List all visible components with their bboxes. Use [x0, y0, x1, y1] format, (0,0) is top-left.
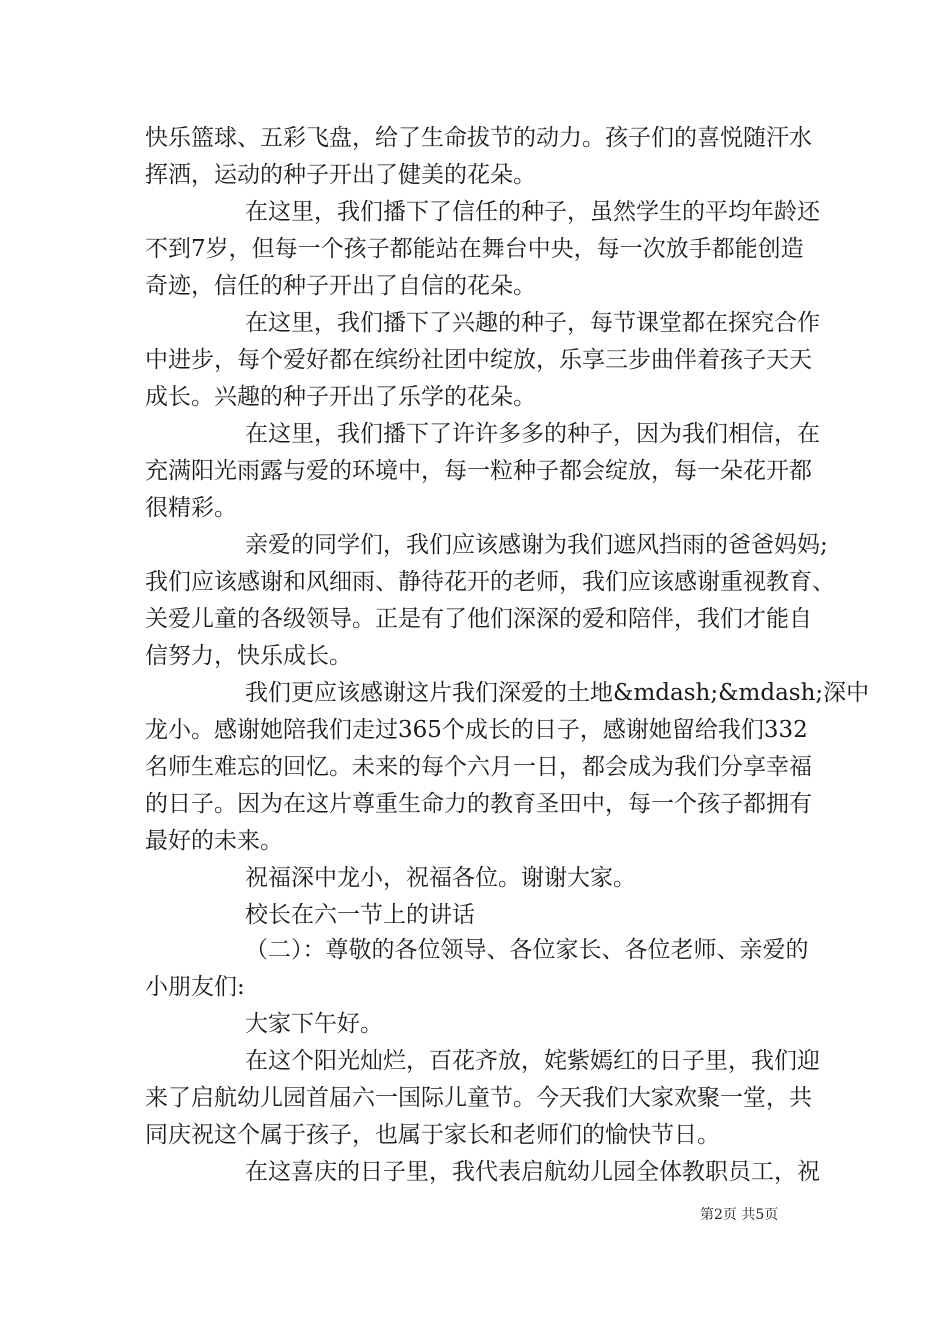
text-line: 大家下午好。 — [245, 1011, 383, 1037]
text-line: 挥洒，运动的种子开出了健美的花朵。 — [145, 162, 536, 188]
text-line: 小朋友们: — [145, 974, 245, 1000]
text-line: 在这喜庆的日子里，我代表启航幼儿园全体教职员工，祝 — [245, 1159, 820, 1185]
text-line: 祝福深中龙小，祝福各位。谢谢大家。 — [245, 865, 636, 891]
text-line: 信努力，快乐成长。 — [145, 643, 352, 669]
text-line: 奇迹，信任的种子开出了自信的花朵。 — [145, 273, 536, 299]
text-line: 快乐篮球、五彩飞盘，给了生命拔节的动力。孩子们的喜悦随汗水 — [145, 125, 812, 151]
text-line: 的日子。因为在这片尊重生命力的教育圣田中，每一个孩子都拥有 — [145, 791, 812, 817]
text-line: 龙小。感谢她陪我们走过365个成长的日子，感谢她留给我们332 — [145, 717, 808, 743]
text-line: 同庆祝这个属于孩子，也属于家长和老师们的愉快节日。 — [145, 1122, 720, 1148]
text-line: 在这里，我们播下了信任的种子，虽然学生的平均年龄还 — [245, 199, 820, 225]
page-number: 第2页 共5页 — [700, 1207, 779, 1223]
text-line: 名师生难忘的回忆。未来的每个六月一日，都会成为我们分享幸福 — [145, 754, 812, 780]
text-line: 在这个阳光灿烂，百花齐放，姹紫嫣红的日子里，我们迎 — [245, 1048, 820, 1074]
text-line: 我们更应该感谢这片我们深爱的土地&mdash;&mdash;深中 — [245, 680, 870, 706]
text-line: 最好的未来。 — [145, 828, 283, 854]
text-line: 在这里，我们播下了许许多多的种子，因为我们相信，在 — [245, 421, 820, 447]
text-line: 亲爱的同学们，我们应该感谢为我们遮风挡雨的爸爸妈妈; — [245, 532, 828, 558]
text-line: 成长。兴趣的种子开出了乐学的花朵。 — [145, 384, 536, 410]
text-line: 来了启航幼儿园首届六一国际儿童节。今天我们大家欢聚一堂，共 — [145, 1085, 812, 1111]
text-line: 关爱儿童的各级领导。正是有了他们深深的爱和陪伴，我们才能自 — [145, 606, 812, 632]
text-line: 很精彩。 — [145, 495, 237, 521]
text-line: 在这里，我们播下了兴趣的种子，每节课堂都在探究合作 — [245, 310, 820, 336]
section-title: 校长在六一节上的讲话 — [245, 902, 475, 928]
text-line: 充满阳光雨露与爱的环境中，每一粒种子都会绽放，每一朵花开都 — [145, 458, 812, 484]
text-line: （二）：尊敬的各位领导、各位家长、各位老师、亲爱的 — [245, 937, 809, 963]
text-line: 我们应该感谢和风细雨、静待花开的老师，我们应该感谢重视教育、 — [145, 569, 835, 595]
text-line: 不到7岁，但每一个孩子都能站在舞台中央，每一次放手都能创造 — [145, 236, 804, 262]
text-line: 中进步，每个爱好都在缤纷社团中绽放，乐享三步曲伴着孩子天天 — [145, 347, 812, 373]
